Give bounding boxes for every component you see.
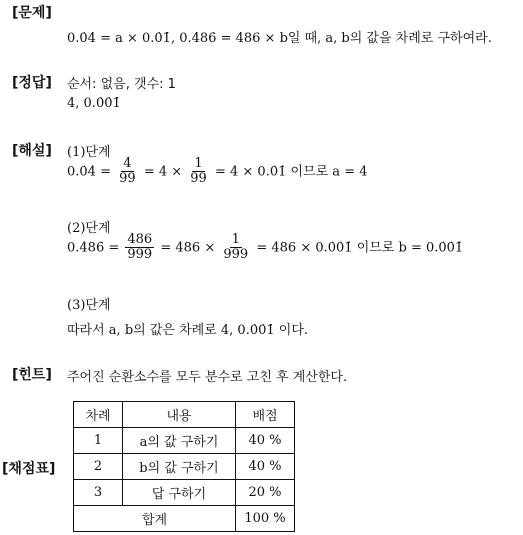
step1-fraction-b <box>188 157 209 187</box>
hint-text: 주어진 순환소수를 모두 분수로 고친 후 계산한다. <box>67 370 348 385</box>
header-order: 차례 <box>74 402 123 428</box>
problem-text: 0.0̇4̇ = a × 0.0̇1̇, 0.4̇86̇ = 486 × b일 때, a, b의 값을 차례로 구하여라. <box>67 31 492 46</box>
fraction-numerator: 4 <box>123 156 132 171</box>
table-header-row <box>74 402 295 428</box>
row-order: 1 <box>74 428 123 454</box>
total-label: 합계 <box>74 506 236 532</box>
row-points: 20 % <box>236 480 295 506</box>
step2-tail: = 486 × 0.0̇0̇1̇ 이므로 b = 0.0̇0̇1̇ <box>256 240 464 256</box>
fraction-denominator: 999 <box>223 247 249 263</box>
step1-tail: = 4 × 0.0̇1̇ 이므로 a = 4 <box>214 164 368 180</box>
step1-lhs: 0.0̇4̇ = <box>67 164 111 180</box>
step2-mid: = 486 × <box>160 240 216 256</box>
rubric-table <box>73 401 295 532</box>
problem-label: [문제] <box>12 5 52 21</box>
table-total-row <box>74 506 295 532</box>
step2-title: (2)단계 <box>67 221 111 236</box>
fraction-denominator: 999 <box>127 247 153 263</box>
fraction-numerator: 486 <box>127 232 153 247</box>
rubric-label: [채점표] <box>2 461 56 477</box>
table-row <box>74 480 295 506</box>
step3-title: (3)단계 <box>67 298 111 313</box>
step1-fraction-a <box>117 157 138 187</box>
solution-label: [해설] <box>12 143 52 159</box>
answer-value: 4, 0.0̇0̇1̇ <box>67 96 121 111</box>
step2-fraction-a <box>125 233 154 263</box>
header-content: 내용 <box>123 402 236 428</box>
fraction-denominator: 99 <box>190 171 207 187</box>
table-row <box>74 454 295 480</box>
hint-label: [힌트] <box>12 367 52 383</box>
answer-label: [정답] <box>12 75 52 91</box>
row-points: 40 % <box>236 428 295 454</box>
answer-meta: 순서: 없음, 갯수: 1 <box>67 77 176 92</box>
step1-title: (1)단계 <box>67 145 111 160</box>
row-points: 40 % <box>236 454 295 480</box>
step1-equation <box>67 157 368 187</box>
fraction-denominator: 99 <box>119 171 136 187</box>
total-points: 100 % <box>236 506 295 532</box>
step3-text: 따라서 a, b의 값은 차례로 4, 0.0̇0̇1̇ 이다. <box>67 323 309 338</box>
fraction-numerator: 1 <box>231 232 240 247</box>
row-content: b의 값 구하기 <box>123 454 236 480</box>
step2-lhs: 0.4̇86̇ = <box>67 240 120 256</box>
step1-mid: = 4 × <box>143 164 183 180</box>
row-order: 2 <box>74 454 123 480</box>
fraction-numerator: 1 <box>194 156 203 171</box>
row-order: 3 <box>74 480 123 506</box>
row-content: a의 값 구하기 <box>123 428 236 454</box>
header-points: 배점 <box>236 402 295 428</box>
step2-fraction-b <box>221 233 250 263</box>
row-content: 답 구하기 <box>123 480 236 506</box>
step2-equation <box>67 233 463 263</box>
table-row <box>74 428 295 454</box>
